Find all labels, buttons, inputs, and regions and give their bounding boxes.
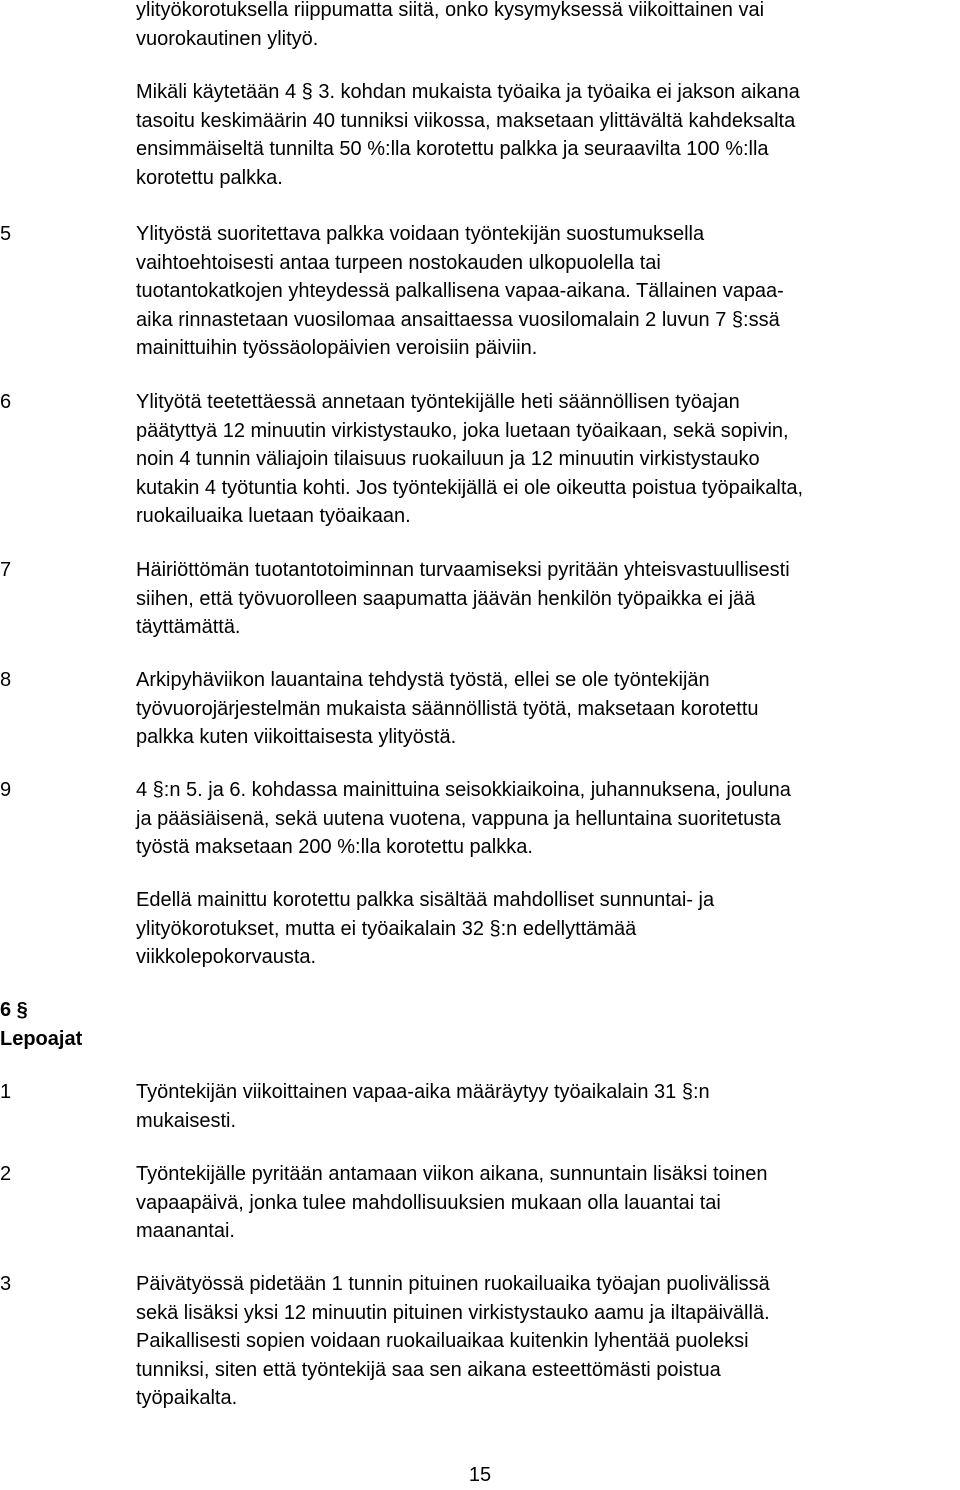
- text-line: korotettu palkka.: [136, 166, 283, 189]
- section-title: Lepoajat: [0, 1027, 83, 1050]
- item-text: [136, 556, 960, 642]
- item-text: [136, 666, 960, 752]
- text-line: vapaapäivä, jonka tulee mahdollisuuksien mukaan olla lauantai tai: [136, 1191, 721, 1214]
- text-line: noin 4 tunnin väliajoin tilaisuus ruokailuun ja 12 minuutin virkistystauko: [136, 448, 760, 470]
- text-line: siihen, että työvuorolleen saapumatta jäävän henkilön työpaikka ei jää: [136, 587, 756, 610]
- text-line: työvuorojärjestelmän mukaista säännöllistä työtä, maksetaan korotettu: [136, 697, 759, 720]
- text-line: työstä maksetaan 200 %:lla korotettu palkka.: [136, 836, 533, 858]
- text-line: vaihtoehtoisesti antaa turpeen nostokauden ulkopuolella tai: [136, 251, 661, 274]
- text-line: Ylityötä teetettäessä annetaan työntekijälle heti säännöllisen työajan: [136, 391, 740, 413]
- item-text: [136, 1270, 960, 1413]
- item-number: 2: [0, 1163, 12, 1185]
- text-line: ylityökorotuksella riippumatta siitä, onko kysymyksessä viikoittainen vai: [136, 0, 765, 21]
- paragraph-text: [136, 886, 960, 972]
- item-text: [136, 388, 960, 531]
- text-line: Paikallisesti sopien voidaan ruokailuaikaa kuitenkin lyhentää puoleksi: [136, 1330, 749, 1352]
- text-line: aika rinnastetaan vuosilomaa ansaittaessa vuosilomalain 2 luvun 7 §:ssä: [136, 308, 780, 331]
- text-line: viikkolepokorvausta.: [136, 946, 317, 968]
- text-line: palkka kuten viikoittaisesta ylityöstä.: [136, 726, 457, 748]
- text-line: Työntekijälle pyritään antamaan viikon aikana, sunnuntain lisäksi toinen: [136, 1163, 768, 1185]
- text-line: kutakin 4 työtuntia kohti. Jos työntekijällä ei ole oikeutta poistua työpaikalta,: [136, 476, 804, 499]
- item-number: 9: [0, 779, 12, 801]
- text-line: tuotantokatkojen yhteydessä palkallisena vapaa-aikana. Tällainen vapaa-: [136, 280, 784, 302]
- text-line: työpaikalta.: [136, 1387, 238, 1409]
- text-line: ylityökorotukset, mutta ei työaikalain 32 §:n edellyttämää: [136, 917, 637, 940]
- item-text: [136, 220, 960, 363]
- page-number: 15: [468, 1464, 492, 1486]
- item-text: [136, 1160, 960, 1246]
- text-line: Häiriöttömän tuotantotoiminnan turvaamiseksi pyritään yhteisvastuullisesti: [136, 559, 790, 581]
- section-number: 6 §: [0, 999, 28, 1021]
- text-line: vuorokautinen ylityö.: [136, 27, 319, 50]
- text-line: Arkipyhäviikon lauantaina tehdystä työstä, ellei se ole työntekijän: [136, 669, 710, 691]
- text-line: 4 §:n 5. ja 6. kohdassa mainittuina seisokkiaikoina, juhannuksena, jouluna: [136, 779, 791, 801]
- text-line: mainittuihin työssäolopäivien veroisiin päiviin.: [136, 337, 538, 359]
- text-line: Työntekijän viikoittainen vapaa-aika määräytyy työaikalain 31 §:n: [136, 1081, 710, 1103]
- item-number: 3: [0, 1273, 12, 1295]
- text-line: Edellä mainittu korotettu palkka sisältää mahdolliset sunnuntai- ja: [136, 889, 715, 911]
- paragraph-text: [136, 0, 960, 53]
- item-number: 1: [0, 1081, 12, 1103]
- item-text: [136, 1078, 960, 1135]
- text-line: Mikäli käytetään 4 § 3. kohdan mukaista työaika ja työaika ei jakson aikana: [136, 81, 800, 103]
- item-number: 6: [0, 391, 12, 413]
- text-line: täyttämättä.: [136, 616, 241, 638]
- text-line: maanantai.: [136, 1220, 235, 1242]
- item-number: 7: [0, 559, 12, 581]
- text-line: ensimmäiseltä tunnilta 50 %:lla korotettu palkka ja seuraavilta 100 %:lla: [136, 138, 769, 160]
- item-text: [136, 776, 960, 862]
- text-line: mukaisesti.: [136, 1109, 237, 1132]
- section-heading: [0, 996, 82, 1053]
- item-number: 5: [0, 223, 12, 245]
- text-line: Päivätyössä pidetään 1 tunnin pituinen ruokailuaika työajan puolivälissä: [136, 1273, 770, 1295]
- text-line: päätyttyä 12 minuutin virkistystauko, joka luetaan työaikaan, sekä sopivin,: [136, 419, 789, 442]
- text-line: ruokailuaika luetaan työaikaan.: [136, 505, 411, 527]
- text-line: tasoitu keskimäärin 40 tunniksi viikossa, maksetaan ylittävältä kahdeksalta: [136, 109, 796, 132]
- text-line: ja pääsiäisenä, sekä uutena vuotena, vappuna ja helluntaina suoritetusta: [136, 807, 781, 830]
- text-line: Ylityöstä suoritettava palkka voidaan työntekijän suostumuksella: [136, 223, 705, 245]
- paragraph-text: [136, 78, 960, 192]
- text-line: sekä lisäksi yksi 12 minuutin pituinen virkistystauko aamu ja iltapäivällä.: [136, 1301, 770, 1324]
- text-line: tunniksi, siten että työntekijä saa sen aikana esteettömästi poistua: [136, 1358, 721, 1381]
- item-number: 8: [0, 669, 12, 691]
